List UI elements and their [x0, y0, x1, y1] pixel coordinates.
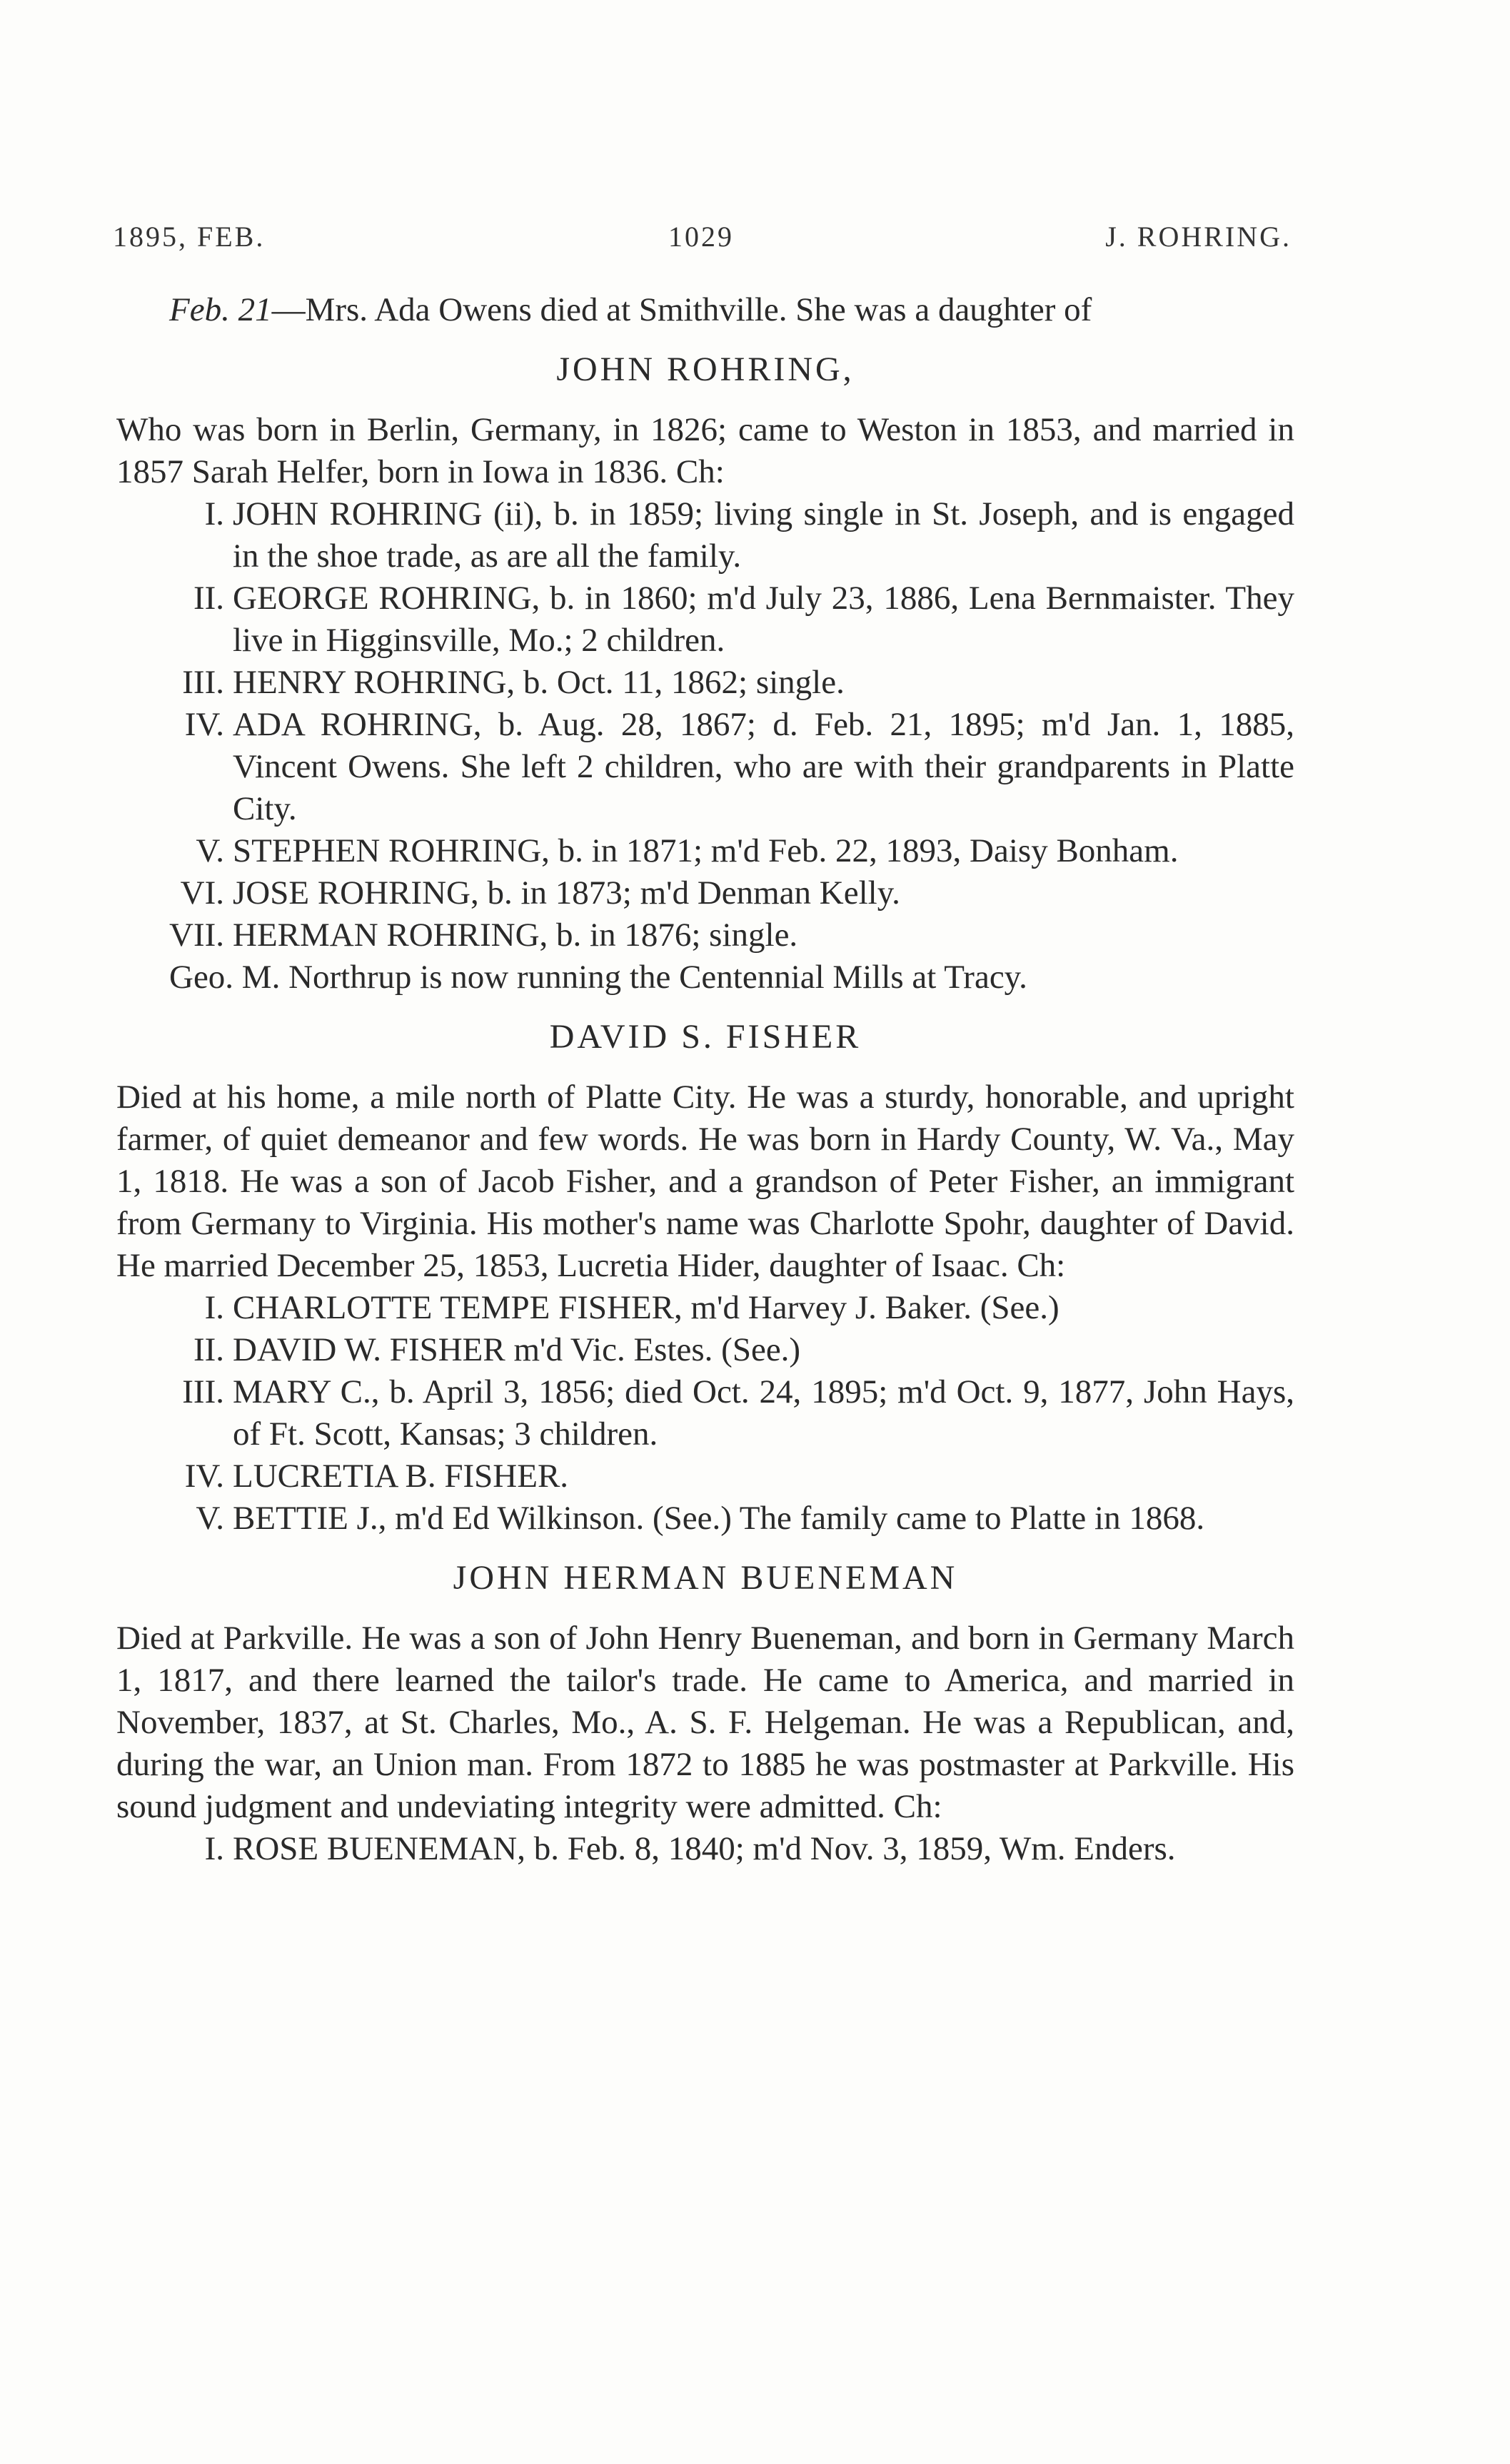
- section-paragraph-rohring: Who was born in Berlin, Germany, in 1826; came to Weston in 1853, and married in 1857 Sarah Helfer, born in Iowa in 1836. Ch:: [116, 411, 1294, 490]
- child-text: HENRY ROHRING, b. Oct. 11, 1862; single.: [233, 664, 845, 701]
- child-entry: [116, 493, 1294, 577]
- child-entry: [116, 872, 1294, 914]
- child-numeral: VII.: [169, 917, 224, 954]
- child-entry: [116, 1371, 1294, 1455]
- child-text: JOSE ROHRING, b. in 1873; m'd Denman Kelly.: [233, 874, 900, 912]
- page-number: 1029: [668, 221, 734, 253]
- child-text: DAVID W. FISHER m'd Vic. Estes. (See.): [233, 1331, 801, 1368]
- child-text: LUCRETIA B. FISHER.: [233, 1458, 569, 1495]
- child-entry: [116, 577, 1294, 662]
- page-body: [116, 289, 1294, 1870]
- child-text: ROSE BUENEMAN, b. Feb. 8, 1840; m'd Nov. 3, 1859, Wm. Enders.: [233, 1830, 1176, 1867]
- child-numeral: I.: [204, 1830, 224, 1867]
- child-text: BETTIE J., m'd Ed Wilkinson. (See.) The family came to Platte in 1868.: [233, 1500, 1205, 1537]
- child-entry: [116, 1287, 1294, 1329]
- child-entry: [116, 1828, 1294, 1870]
- section-heading-fisher: DAVID S. FISHER: [549, 1018, 862, 1056]
- running-head-date: 1895, FEB.: [113, 221, 266, 253]
- child-text: GEORGE ROHRING, b. in 1860; m'd July 23, 1886, Lena Bernmaister. They live in Higginsville, Mo.; 2 children.: [233, 580, 1294, 659]
- section-heading-rohring: JOHN ROHRING,: [556, 350, 855, 388]
- child-numeral: IV.: [184, 706, 224, 743]
- running-head-name: J. ROHRING.: [1105, 221, 1292, 253]
- child-numeral: II.: [193, 580, 224, 617]
- child-text: JOHN ROHRING (ii), b. in 1859; living single in St. Joseph, and is engaged in the shoe trade, as are all the family.: [233, 495, 1294, 575]
- child-text: HERMAN ROHRING, b. in 1876; single.: [233, 917, 798, 954]
- child-numeral: III.: [182, 664, 224, 701]
- section-paragraph-fisher: Died at his home, a mile north of Platte City. He was a sturdy, honorable, and upright farmer, of quiet demeanor and few words. He was born in Hardy County, W. Va., May 1, 1818. He was a son of Jacob Fisher, and a grandson of Peter Fisher, an immigrant from Germany to Virginia. His mother's name was Charlotte Spohr, daughter of David. He married December 25, 1853, Lucretia Hider, daughter of Isaac. Ch:: [116, 1079, 1294, 1284]
- child-text: CHARLOTTE TEMPE FISHER, m'd Harvey J. Baker. (See.): [233, 1289, 1059, 1326]
- child-entry: [116, 1329, 1294, 1371]
- child-numeral: V.: [196, 1500, 224, 1537]
- child-numeral: I.: [204, 1289, 224, 1326]
- intro-text: —Mrs. Ada Owens died at Smithville. She was a daughter of: [271, 291, 1092, 328]
- child-entry: [116, 914, 1294, 956]
- intro-date: Feb. 21: [169, 291, 272, 328]
- child-entry: [116, 704, 1294, 830]
- section-paragraph-bueneman: Died at Parkville. He was a son of John Henry Bueneman, and born in Germany March 1, 1817, and there learned the tailor's trade. He came to America, and married in November, 1837, at St. Charles, Mo., A. S. F. Helgeman. He was a Republican, and, during the war, an Union man. From 1872 to 1885 he was postmaster at Parkville. His sound judgment and undeviating integrity were admitted. Ch:: [116, 1620, 1294, 1825]
- child-numeral: VI.: [180, 874, 224, 912]
- child-text: STEPHEN ROHRING, b. in 1871; m'd Feb. 22, 1893, Daisy Bonham.: [233, 832, 1179, 869]
- child-text: MARY C., b. April 3, 1856; died Oct. 24, 1895; m'd Oct. 9, 1877, John Hays, of Ft. Scott, Kansas; 3 children.: [233, 1373, 1294, 1453]
- child-entry: [116, 662, 1294, 704]
- child-numeral: II.: [193, 1331, 224, 1368]
- section-heading-bueneman: JOHN HERMAN BUENEMAN: [453, 1559, 958, 1597]
- intro-paragraph: [116, 289, 1294, 331]
- child-entry: [116, 830, 1294, 872]
- child-text: ADA ROHRING, b. Aug. 28, 1867; d. Feb. 21, 1895; m'd Jan. 1, 1885, Vincent Owens. She left 2 children, who are with their grandparents in Platte City.: [233, 706, 1294, 827]
- child-numeral: IV.: [184, 1458, 224, 1495]
- child-entry: [116, 1455, 1294, 1498]
- child-numeral: V.: [196, 832, 224, 869]
- child-numeral: I.: [204, 495, 224, 532]
- child-numeral: III.: [182, 1373, 224, 1410]
- child-entry: [116, 1498, 1294, 1540]
- section-note: Geo. M. Northrup is now running the Centennial Mills at Tracy.: [169, 959, 1027, 996]
